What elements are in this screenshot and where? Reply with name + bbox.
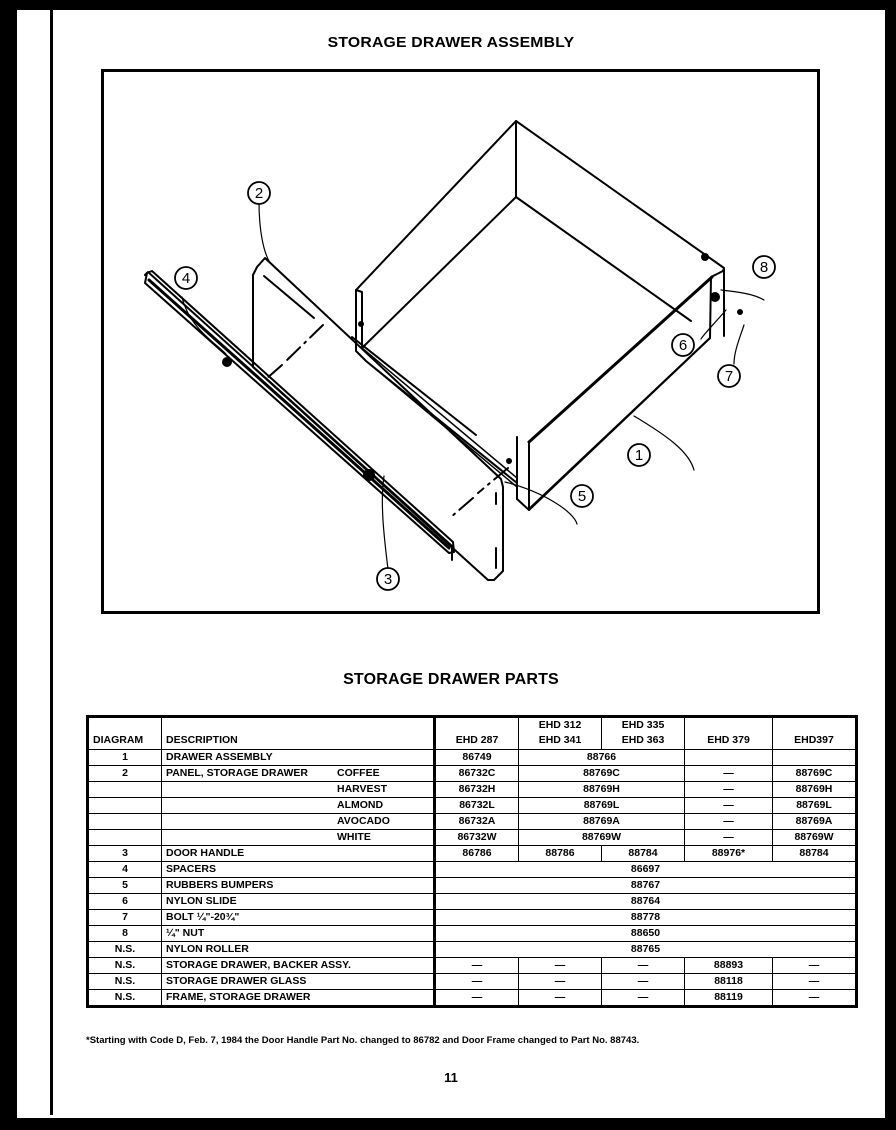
cell-description: SPACERS	[162, 862, 334, 878]
cell-color	[333, 910, 435, 926]
drawer-exploded-view-illustration	[104, 72, 817, 611]
cell-diagram: N.S.	[88, 974, 162, 990]
cell-diagram	[88, 814, 162, 830]
cell-description	[162, 782, 334, 798]
cell-ehd312-335: 88769H	[519, 782, 685, 798]
cell-ehd312-335: 88769A	[519, 814, 685, 830]
svg-text:6: 6	[678, 337, 688, 354]
cell-ehd379: 88976*	[685, 846, 773, 862]
svg-text:4: 4	[181, 270, 191, 287]
cell-ehd287: 86732A	[435, 814, 519, 830]
table-row	[88, 798, 857, 814]
cell-diagram	[88, 782, 162, 798]
cell-ehd287: —	[435, 990, 519, 1007]
col-header-ehd397: EHD397	[773, 717, 857, 750]
cell-description	[162, 830, 334, 846]
cell-diagram	[88, 830, 162, 846]
cell-diagram: 1	[88, 750, 162, 766]
cell-ehd397: —	[773, 958, 857, 974]
parts-section-title: STORAGE DRAWER PARTS	[343, 671, 559, 688]
cell-ehd287: 86732H	[435, 782, 519, 798]
table-row	[88, 942, 857, 958]
table-row	[88, 878, 857, 894]
cell-ehd379: —	[685, 766, 773, 782]
col-header-diagram: DIAGRAM	[88, 717, 162, 750]
cell-color	[333, 846, 435, 862]
cell-all-models: 88767	[435, 878, 857, 894]
exploded-diagram	[101, 69, 820, 614]
cell-color	[333, 942, 435, 958]
cell-all-models: 88765	[435, 942, 857, 958]
table-row	[88, 958, 857, 974]
cell-ehd335: —	[602, 990, 685, 1007]
cell-ehd397: 88769C	[773, 766, 857, 782]
table-row	[88, 990, 857, 1007]
cell-diagram: N.S.	[88, 990, 162, 1007]
cell-ehd312: —	[519, 958, 602, 974]
cell-ehd397: 88769L	[773, 798, 857, 814]
cell-ehd312: —	[519, 974, 602, 990]
col-header-description: DESCRIPTION	[162, 717, 334, 750]
cell-ehd379: 88893	[685, 958, 773, 974]
svg-text:8: 8	[759, 259, 769, 276]
col-header-ehd379: EHD 379	[685, 717, 773, 750]
cell-ehd335: 88784	[602, 846, 685, 862]
cell-ehd287: 86732W	[435, 830, 519, 846]
cell-diagram: 8	[88, 926, 162, 942]
cell-ehd312-335: 88769L	[519, 798, 685, 814]
table-row	[88, 926, 857, 942]
cell-diagram	[88, 798, 162, 814]
cell-all-models: 88650	[435, 926, 857, 942]
table-row	[88, 910, 857, 926]
cell-color	[333, 894, 435, 910]
cell-ehd312: 88786	[519, 846, 602, 862]
document-page	[17, 10, 885, 1118]
table-row	[88, 846, 857, 862]
svg-text:2: 2	[254, 185, 264, 202]
cell-diagram: 4	[88, 862, 162, 878]
col-header-color	[333, 717, 435, 750]
cell-description	[162, 798, 334, 814]
svg-text:7: 7	[724, 368, 734, 385]
cell-diagram: 7	[88, 910, 162, 926]
cell-description: NYLON SLIDE	[162, 894, 334, 910]
col-header-ehd287: EHD 287	[435, 717, 519, 750]
cell-ehd397: 88769W	[773, 830, 857, 846]
cell-description: STORAGE DRAWER GLASS	[162, 974, 435, 990]
cell-ehd397: —	[773, 990, 857, 1007]
table-row	[88, 974, 857, 990]
cell-color: WHITE	[333, 830, 435, 846]
cell-color: AVOCADO	[333, 814, 435, 830]
col-header-ehd335-363: EHD 335 EHD 363	[602, 717, 685, 750]
footnote: *Starting with Code D, Feb. 7, 1984 the Door Handle Part No. changed to 86782 and Door Frame changed to Part No. 88743.	[86, 1035, 640, 1046]
cell-color	[333, 750, 435, 766]
cell-ehd287: 86732C	[435, 766, 519, 782]
svg-text:3: 3	[383, 571, 393, 588]
cell-ehd312-335: 88769W	[519, 830, 685, 846]
table-row	[88, 862, 857, 878]
cell-color	[333, 926, 435, 942]
cell-description: NYLON ROLLER	[162, 942, 334, 958]
cell-ehd287: —	[435, 974, 519, 990]
table-row	[88, 750, 857, 766]
cell-ehd379: —	[685, 814, 773, 830]
cell-ehd312-335: 88769C	[519, 766, 685, 782]
cell-ehd397: 88769A	[773, 814, 857, 830]
col-header-ehd312-341: EHD 312 EHD 341	[519, 717, 602, 750]
table-row	[88, 894, 857, 910]
table-row	[88, 830, 857, 846]
page-title: STORAGE DRAWER ASSEMBLY	[327, 34, 575, 51]
cell-ehd335: —	[602, 974, 685, 990]
cell-ehd397: 88769H	[773, 782, 857, 798]
cell-ehd287: —	[435, 958, 519, 974]
cell-ehd379: —	[685, 830, 773, 846]
cell-ehd397	[773, 750, 857, 766]
cell-ehd397: 88784	[773, 846, 857, 862]
table-header-row	[88, 717, 857, 750]
cell-ehd287: 86732L	[435, 798, 519, 814]
cell-all-models: 88778	[435, 910, 857, 926]
cell-description: RUBBERS BUMPERS	[162, 878, 334, 894]
cell-ehd379: 88118	[685, 974, 773, 990]
cell-ehd379: —	[685, 782, 773, 798]
svg-text:5: 5	[577, 488, 587, 505]
cell-ehd335: —	[602, 958, 685, 974]
cell-description: FRAME, STORAGE DRAWER	[162, 990, 435, 1007]
parts-table	[86, 715, 858, 1008]
cell-ehd397: —	[773, 974, 857, 990]
cell-color	[333, 862, 435, 878]
cell-diagram: N.S.	[88, 958, 162, 974]
cell-color	[333, 878, 435, 894]
cell-ehd379: —	[685, 798, 773, 814]
cell-color: COFFEE	[333, 766, 435, 782]
cell-color: HARVEST	[333, 782, 435, 798]
cell-ehd287: 86749	[435, 750, 519, 766]
cell-diagram: 6	[88, 894, 162, 910]
cell-ehd312-335: 88766	[519, 750, 685, 766]
cell-description: DRAWER ASSEMBLY	[162, 750, 334, 766]
cell-ehd379: 88119	[685, 990, 773, 1007]
cell-description: DOOR HANDLE	[162, 846, 334, 862]
svg-text:1: 1	[634, 447, 644, 464]
cell-diagram: 5	[88, 878, 162, 894]
table-row	[88, 766, 857, 782]
cell-ehd312: —	[519, 990, 602, 1007]
table-row	[88, 814, 857, 830]
cell-ehd287: 86786	[435, 846, 519, 862]
page-number: 11	[444, 1070, 458, 1085]
cell-description: ¼" NUT	[162, 926, 334, 942]
cell-description: STORAGE DRAWER, BACKER ASSY.	[162, 958, 435, 974]
cell-diagram: N.S.	[88, 942, 162, 958]
cell-description: PANEL, STORAGE DRAWER	[162, 766, 334, 782]
cell-diagram: 3	[88, 846, 162, 862]
table-row	[88, 782, 857, 798]
binding-margin-line	[50, 10, 53, 1115]
cell-all-models: 86697	[435, 862, 857, 878]
cell-ehd379	[685, 750, 773, 766]
cell-description: BOLT ¼"-20¾"	[162, 910, 334, 926]
cell-color: ALMOND	[333, 798, 435, 814]
cell-all-models: 88764	[435, 894, 857, 910]
cell-description	[162, 814, 334, 830]
cell-diagram: 2	[88, 766, 162, 782]
